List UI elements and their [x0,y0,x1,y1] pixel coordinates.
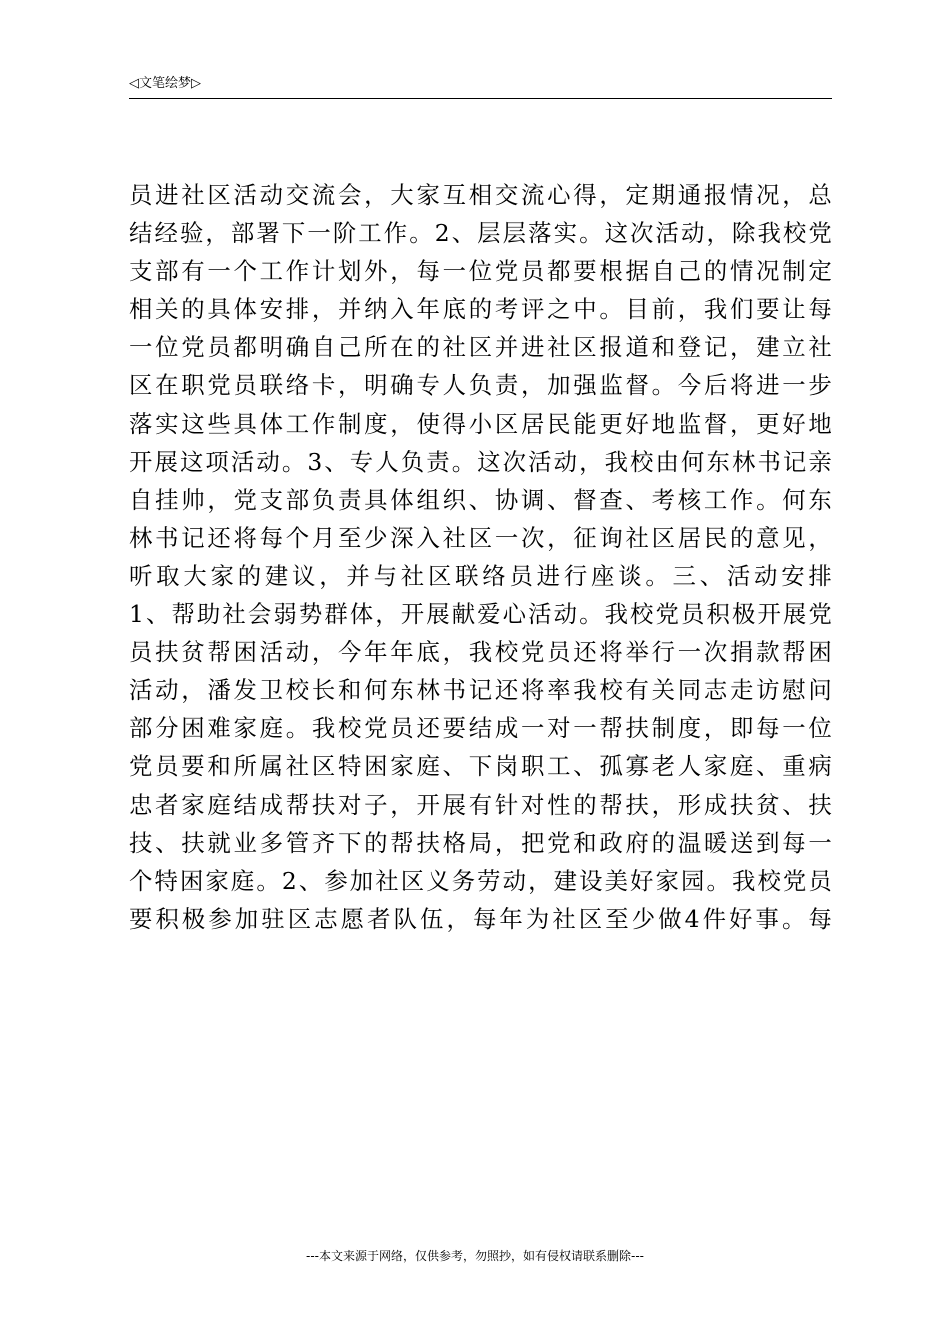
body-line: 支部有一个工作计划外，每一位党员都要根据自己的情况制定 [129,257,832,286]
body-line: 党员要和所属社区特困家庭、下岗职工、孤寡老人家庭、重病 [129,752,832,781]
body-line: 听取大家的建议，并与社区联络员进行座谈。三、活动安排 [129,561,832,590]
body-line: 员进社区活动交流会，大家互相交流心得，定期通报情况，总 [129,181,832,209]
body-line: 忠者家庭结成帮扶对子，开展有针对性的帮扶，形成扶贫、扶 [129,790,832,819]
body-line: 一位党员都明确自己所在的社区并进社区报道和登记，建立社 [129,333,832,362]
header-title: ◁文笔绘梦▷ [129,76,201,91]
body-line: 林书记还将每个月至少深入社区一次，征询社区居民的意见， [129,523,832,552]
body-line: 相关的具体安排，并纳入年底的考评之中。目前，我们要让每 [129,295,832,324]
body-line: 自挂帅，党支部负责具体组织、协调、督查、考核工作。何东 [129,485,832,514]
body-line: 结经验，部署下一阶工作。2、层层落实。这次活动，除我校党 [129,219,832,248]
body-line: 落实这些具体工作制度，使得小区居民能更好地监督，更好地 [129,409,832,438]
body-line: 要积极参加驻区志愿者队伍，每年为社区至少做4件好事。每 [129,904,832,933]
footer-disclaimer: ---本文来源于网络，仅供参考，勿照抄，如有侵权请联系删除--- [306,1249,644,1263]
body-line: 个特困家庭。2、参加社区义务劳动，建设美好家园。我校党员 [129,866,832,895]
body-line: 员扶贫帮困活动，今年年底，我校党员还将举行一次捐款帮困 [129,638,832,667]
body-line: 技、扶就业多管齐下的帮扶格局，把党和政府的温暖送到每一 [129,828,832,857]
body-line: 部分困难家庭。我校党员还要结成一对一帮扶制度，即每一位 [129,714,832,743]
page-header [129,76,832,99]
body-line: 区在职党员联络卡，明确专人负责，加强监督。今后将进一步 [129,371,832,400]
page-footer [0,1248,950,1264]
body-line: 活动，潘发卫校长和何东林书记还将率我校有关同志走访慰问 [129,676,832,705]
body-line: 1、帮助社会弱势群体，开展献爱心活动。我校党员积极开展党 [129,600,832,629]
body-line: 开展这项活动。3、专人负责。这次活动，我校由何东林书记亲 [129,447,832,476]
body-text [129,176,832,938]
